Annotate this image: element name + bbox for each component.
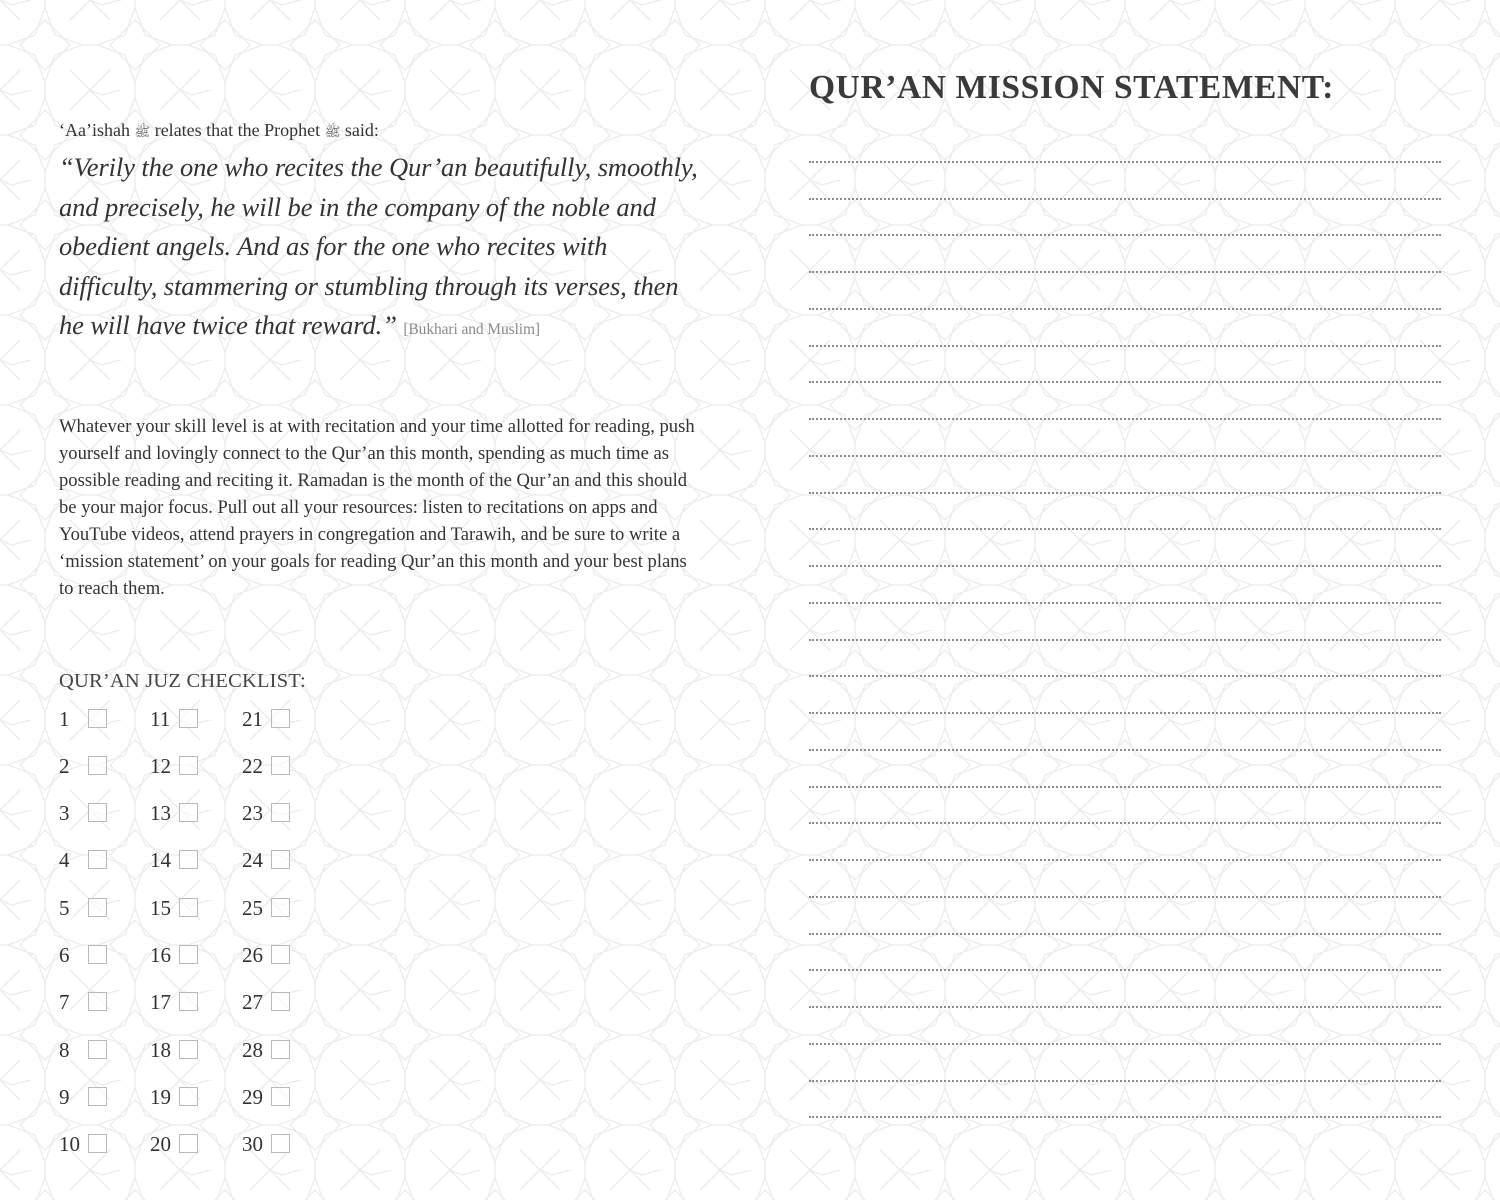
mission-statement-title: QUR’AN MISSION STATEMENT: xyxy=(809,69,1334,106)
juz-checkbox[interactable] xyxy=(88,1087,107,1106)
juz-item xyxy=(150,847,230,894)
juz-number: 17 xyxy=(150,990,171,1015)
juz-item xyxy=(242,989,322,1036)
juz-number: 13 xyxy=(150,801,171,826)
juz-item xyxy=(59,847,139,894)
juz-checkbox[interactable] xyxy=(179,898,198,917)
juz-item xyxy=(59,1037,139,1084)
honorific-glyph-2: ﷺ xyxy=(324,124,341,139)
juz-number: 12 xyxy=(150,753,171,778)
writing-line[interactable] xyxy=(809,310,1441,347)
writing-line[interactable] xyxy=(809,898,1441,935)
juz-checkbox[interactable] xyxy=(88,1040,107,1059)
juz-number: 26 xyxy=(242,942,263,967)
juz-checkbox[interactable] xyxy=(88,1134,107,1153)
juz-item xyxy=(59,800,139,847)
juz-checkbox[interactable] xyxy=(271,756,290,775)
juz-number: 20 xyxy=(150,1132,171,1157)
juz-column xyxy=(150,706,230,1179)
juz-item xyxy=(59,1131,139,1178)
writing-line[interactable] xyxy=(809,971,1441,1008)
juz-item xyxy=(59,706,139,753)
juz-number: 24 xyxy=(242,848,263,873)
juz-item xyxy=(59,1084,139,1131)
juz-number: 10 xyxy=(59,1132,80,1157)
writing-line[interactable] xyxy=(809,788,1441,825)
writing-line[interactable] xyxy=(809,126,1441,163)
juz-number: 27 xyxy=(242,990,263,1015)
juz-item xyxy=(242,753,322,800)
writing-line[interactable] xyxy=(809,347,1441,384)
writing-line[interactable] xyxy=(809,236,1441,273)
juz-checkbox[interactable] xyxy=(179,945,198,964)
juz-number: 19 xyxy=(150,1084,171,1109)
guidance-paragraph: Whatever your skill level is at with recitation and your time allotted for reading, push yourself and lovingly connect to the Qur’an this month, spending as much time as possible reading and reciting it. Ramadan is the month of the Qur’an and this should be your major focus. Pull out all your resources: listen to recitations on apps and YouTube videos, attend prayers in congregation and Tarawih, and be sure to write a ‘mission statement’ on your goals for reading Qur’an this month and your best plans to reach them. xyxy=(59,415,695,599)
juz-checkbox[interactable] xyxy=(88,850,107,869)
hadith-attribution xyxy=(59,118,699,144)
juz-number: 21 xyxy=(242,706,263,731)
attribution-middle: relates that the Prophet xyxy=(154,120,321,140)
hadith-source: [Bukhari and Muslim] xyxy=(403,321,540,338)
juz-checkbox[interactable] xyxy=(271,1040,290,1059)
attribution-end: said: xyxy=(344,120,379,140)
juz-item xyxy=(150,989,230,1036)
mission-statement-writing-lines xyxy=(809,126,1441,1118)
juz-number: 14 xyxy=(150,848,171,873)
juz-number: 4 xyxy=(59,848,70,873)
juz-item xyxy=(150,1084,230,1131)
juz-item xyxy=(59,942,139,989)
writing-line[interactable] xyxy=(809,935,1441,972)
juz-number: 6 xyxy=(59,942,70,967)
writing-line[interactable] xyxy=(809,824,1441,861)
juz-item xyxy=(150,1037,230,1084)
writing-line[interactable] xyxy=(809,420,1441,457)
juz-number: 22 xyxy=(242,753,263,778)
juz-checkbox[interactable] xyxy=(88,709,107,728)
writing-line[interactable] xyxy=(809,1082,1441,1119)
writing-line[interactable] xyxy=(809,457,1441,494)
juz-checkbox[interactable] xyxy=(179,850,198,869)
juz-checkbox[interactable] xyxy=(179,992,198,1011)
writing-line[interactable] xyxy=(809,714,1441,751)
juz-number: 8 xyxy=(59,1037,70,1062)
juz-number: 7 xyxy=(59,990,70,1015)
writing-line[interactable] xyxy=(809,861,1441,898)
juz-item xyxy=(150,753,230,800)
writing-line[interactable] xyxy=(809,1045,1441,1082)
juz-item xyxy=(242,847,322,894)
writing-line[interactable] xyxy=(809,641,1441,678)
juz-item xyxy=(242,706,322,753)
writing-line[interactable] xyxy=(809,751,1441,788)
writing-line[interactable] xyxy=(809,567,1441,604)
juz-checkbox[interactable] xyxy=(271,945,290,964)
juz-number: 28 xyxy=(242,1037,263,1062)
left-page xyxy=(59,118,699,1166)
juz-item xyxy=(150,942,230,989)
juz-checkbox[interactable] xyxy=(271,709,290,728)
juz-checkbox[interactable] xyxy=(271,850,290,869)
juz-checkbox[interactable] xyxy=(179,803,198,822)
juz-checkbox[interactable] xyxy=(179,709,198,728)
juz-checkbox[interactable] xyxy=(179,1134,198,1153)
juz-checkbox[interactable] xyxy=(88,756,107,775)
hadith-quote xyxy=(59,148,699,350)
writing-line[interactable] xyxy=(809,273,1441,310)
honorific-glyph-1: ﷺ xyxy=(134,124,151,139)
juz-checkbox[interactable] xyxy=(271,1087,290,1106)
juz-number: 30 xyxy=(242,1132,263,1157)
juz-number: 29 xyxy=(242,1084,263,1109)
juz-number: 23 xyxy=(242,801,263,826)
juz-number: 9 xyxy=(59,1084,70,1109)
hadith-quote-text: “Verily the one who recites the Qur’an beautifully, smoothly, and precisely, he will be in the company of the noble and obedient angels. And as for the one who recites with difficulty, stammering or stumbling through its verses, then he will have twice that reward.” xyxy=(59,152,698,340)
juz-checkbox[interactable] xyxy=(179,1087,198,1106)
juz-item xyxy=(59,989,139,1036)
juz-item xyxy=(242,942,322,989)
juz-number: 15 xyxy=(150,895,171,920)
right-page xyxy=(809,66,1441,1118)
juz-item xyxy=(242,800,322,847)
juz-checkbox[interactable] xyxy=(179,1040,198,1059)
writing-line[interactable] xyxy=(809,200,1441,237)
juz-column xyxy=(59,706,139,1179)
juz-checklist-grid xyxy=(59,706,319,1166)
juz-item xyxy=(59,895,139,942)
juz-item xyxy=(242,895,322,942)
juz-checkbox[interactable] xyxy=(179,756,198,775)
juz-item xyxy=(242,1084,322,1131)
juz-checkbox[interactable] xyxy=(271,803,290,822)
juz-number: 5 xyxy=(59,895,70,920)
juz-checkbox[interactable] xyxy=(88,992,107,1011)
juz-checkbox[interactable] xyxy=(88,945,107,964)
juz-number: 2 xyxy=(59,753,70,778)
juz-number: 25 xyxy=(242,895,263,920)
juz-item xyxy=(150,1131,230,1178)
juz-checkbox[interactable] xyxy=(271,992,290,1011)
juz-number: 16 xyxy=(150,942,171,967)
writing-line[interactable] xyxy=(809,604,1441,641)
juz-number: 11 xyxy=(150,706,171,731)
attribution-narrator: ‘Aa’ishah xyxy=(59,120,130,140)
writing-line[interactable] xyxy=(809,677,1441,714)
writing-line[interactable] xyxy=(809,1008,1441,1045)
juz-checkbox[interactable] xyxy=(88,803,107,822)
juz-item xyxy=(242,1131,322,1178)
juz-number: 18 xyxy=(150,1037,171,1062)
juz-item xyxy=(242,1037,322,1084)
juz-checkbox[interactable] xyxy=(271,898,290,917)
juz-checkbox[interactable] xyxy=(88,898,107,917)
writing-line[interactable] xyxy=(809,163,1441,200)
juz-number: 1 xyxy=(59,706,70,731)
writing-line[interactable] xyxy=(809,530,1441,567)
juz-column xyxy=(242,706,322,1179)
juz-item xyxy=(150,800,230,847)
juz-item xyxy=(150,895,230,942)
juz-checkbox[interactable] xyxy=(271,1134,290,1153)
writing-line[interactable] xyxy=(809,494,1441,531)
juz-item xyxy=(59,753,139,800)
juz-item xyxy=(150,706,230,753)
juz-number: 3 xyxy=(59,801,70,826)
juz-checklist-title: QUR’AN JUZ CHECKLIST: xyxy=(59,669,306,692)
writing-line[interactable] xyxy=(809,383,1441,420)
